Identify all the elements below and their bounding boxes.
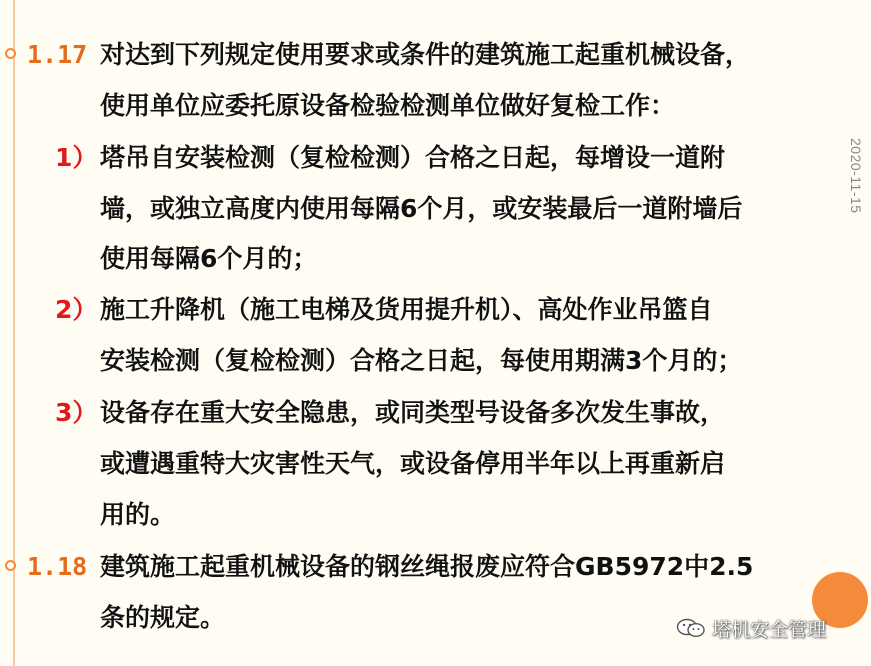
- wechat-watermark: [676, 617, 826, 639]
- subitem-text-line: 安装检测（复检检测）合格之日起，每使用期满3个月的；: [100, 346, 743, 375]
- wechat-account-name: 塔机安全管理: [712, 618, 827, 641]
- subitem-text-line: 使用每隔6个月的；: [100, 244, 318, 273]
- item-number: 1.17: [27, 40, 88, 69]
- wechat-icon: [676, 618, 706, 638]
- item-number: 1.18: [27, 552, 88, 581]
- bullet-icon: [5, 48, 16, 59]
- subitem-text-line: 设备存在重大安全隐患，或同类型号设备多次发生事故，: [100, 398, 726, 427]
- item-text-line: 建筑施工起重机械设备的钢丝绳报废应符合GB5972中2.5: [100, 552, 754, 581]
- subitem-number: 2）: [55, 295, 98, 324]
- subitem-text-line: 塔吊自安装检测（复检检测）合格之日起，每增设一道附: [100, 143, 726, 172]
- subitem-text-line: 墙，或独立高度内使用每隔6个月，或安装最后一道附墙后: [100, 194, 743, 223]
- subitem-number: 1）: [55, 143, 98, 172]
- date-stamp: 2020-11-15: [848, 138, 864, 214]
- subitem-text-line: 施工升降机（施工电梯及货用提升机）、高处作业吊篮自: [100, 295, 713, 324]
- item-text-line: 对达到下列规定使用要求或条件的建筑施工起重机械设备，: [100, 40, 751, 69]
- item-text-line: 使用单位应委托原设备检验检测单位做好复检工作：: [100, 91, 676, 120]
- subitem-text-line: 或遭遇重特大灾害性天气，或设备停用半年以上再重新启: [100, 449, 726, 478]
- subitem-number: 3）: [55, 398, 98, 427]
- item-text-line: 条的规定。: [100, 603, 226, 632]
- subitem-text-line: 用的。: [100, 500, 176, 529]
- bullet-icon: [5, 560, 16, 571]
